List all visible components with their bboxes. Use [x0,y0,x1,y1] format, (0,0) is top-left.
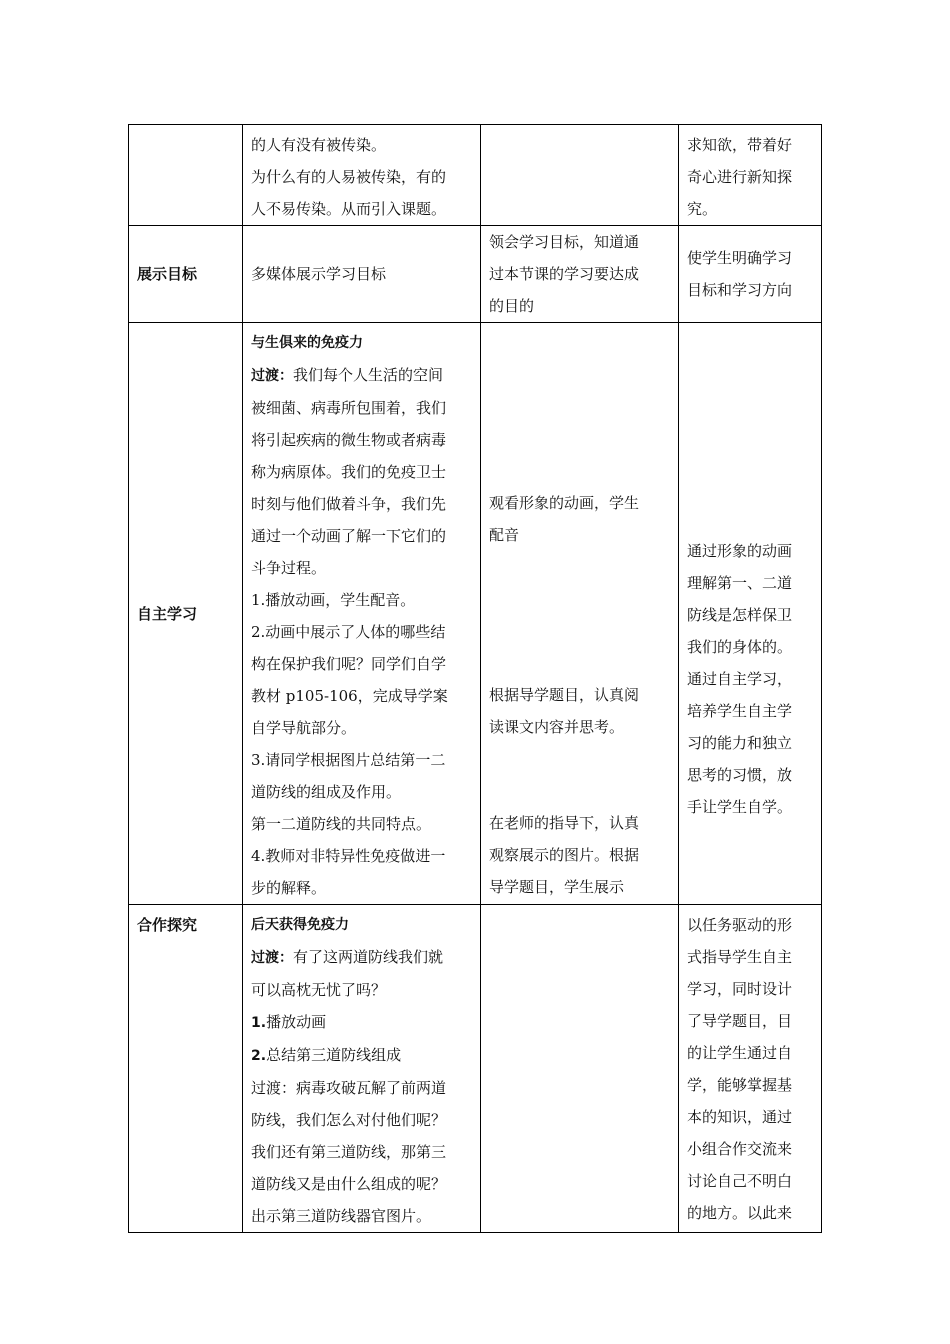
text-line: 究。 [687,200,718,218]
text-line: 以任务驱动的形 [687,916,793,934]
text-line: 我们还有第三道防线，那第三 [251,1143,447,1161]
text-line: 我们每个人生活的空间 [293,366,444,384]
text-line: 被细菌、病毒所包围着，我们 [251,399,447,417]
transition-label: 过渡： [251,368,293,384]
table-row [129,125,822,226]
lesson-plan-table [128,124,822,1233]
text-line: 时刻与他们做着斗争，我们先 [251,495,447,513]
text-line: 理解第一、二道 [687,574,793,592]
design-intent-cell [679,125,822,226]
text-line: 出示第三道防线器官图片。 [251,1207,432,1225]
transition-label: 过渡： [251,950,293,966]
text-line: 教材 p105-106，完成导学案 [251,687,448,705]
text-line: 了导学题目，目 [687,1012,793,1030]
text-line: 1.播放动画，学生配音。 [251,591,416,609]
text-line: 讨论自己不明白 [687,1172,793,1190]
subsection-title: 与生俱来的免疫力 [251,335,363,351]
text-line: 为什么有的人易被传染，有的 [251,168,447,186]
student-activity-cell [481,226,679,323]
text-line: 播放动画 [266,1013,327,1031]
text-line: 学，能够掌握基 [687,1076,793,1094]
text-line: 斗争过程。 [251,559,327,577]
text-line: 通过形象的动画 [687,542,793,560]
text-line: 防线，我们怎么对付他们呢？ [251,1111,447,1129]
text-line: 使学生明确学习 [687,249,793,267]
text-line: 小组合作交流来 [687,1140,793,1158]
student-activity-cell [481,323,679,905]
table-row [129,905,822,1233]
section-label-cooperative-inquiry: 合作探究 [129,905,243,1233]
text-line: 过本节课的学习要达成 [489,265,640,283]
text-line: 学习，同时设计 [687,980,793,998]
text-line: 的人有没有被传染。 [251,136,387,154]
text-line: 步的解释。 [251,879,327,897]
teacher-activity-cell [243,226,481,323]
text-line: 求知欲，带着好 [687,136,793,154]
text-line: 2.动画中展示了人体的哪些结 [251,623,446,641]
text-line: 领会学习目标，知道通 [489,233,640,251]
text-line: 根据导学题目，认真阅 [489,686,640,704]
student-activity-cell [481,905,679,1233]
text-line: 称为病原体。我们的免疫卫士 [251,463,447,481]
teacher-activity-cell [243,905,481,1233]
text-line: 目标和学习方向 [687,281,793,299]
text-line: 奇心进行新知探 [687,168,793,186]
teacher-activity-cell [243,323,481,905]
text-line: 道防线又是由什么组成的呢？ [251,1175,447,1193]
text-line: 读课文内容并思考。 [489,718,625,736]
design-intent-cell [679,226,822,323]
text-line: 道防线的组成及作用。 [251,783,402,801]
text-line: 观看形象的动画，学生 [489,494,640,512]
text-line: 构在保护我们呢？同学们自学 [251,655,447,673]
text-line: 通过自主学习， [687,670,793,688]
text-line: 多媒体展示学习目标 [251,265,387,283]
table-row [129,323,822,905]
text-line: 习的能力和独立 [687,734,793,752]
text-line: 过渡：病毒攻破瓦解了前两道 [251,1079,447,1097]
text-line: 可以高枕无忧了吗？ [251,981,387,999]
text-line: 我们的身体的。 [687,638,793,656]
text-line: 培养学生自主学 [687,702,793,720]
text-line: 本的知识，通过 [687,1108,793,1126]
step-number: 1. [251,1015,267,1031]
text-line: 防线是怎样保卫 [687,606,793,624]
text-line: 有了这两道防线我们就 [293,948,444,966]
text-line: 4.教师对非特异性免疫做进一 [251,847,446,865]
text-line: 手让学生自学。 [687,798,793,816]
text-line: 配音 [489,526,520,544]
subsection-title: 后天获得免疫力 [251,917,349,933]
step-number: 2. [251,1048,267,1064]
text-line: 通过一个动画了解一下它们的 [251,527,447,545]
design-intent-cell [679,323,822,905]
text-line: 导学题目，学生展示 [489,878,625,896]
section-label-show-goals: 展示目标 [129,226,243,323]
text-line: 将引起疾病的微生物或者病毒 [251,431,447,449]
teacher-activity-cell [243,125,481,226]
text-line: 自学导航部分。 [251,719,357,737]
text-line: 的让学生通过自 [687,1044,793,1062]
section-label-cell [129,125,243,226]
text-line: 人不易传染。从而引入课题。 [251,200,447,218]
text-line: 思考的习惯，放 [687,766,793,784]
design-intent-cell [679,905,822,1233]
table-row [129,226,822,323]
section-label-self-study: 自主学习 [129,323,243,905]
student-activity-cell [481,125,679,226]
text-line: 的地方。以此来 [687,1204,793,1222]
text-line: 的目的 [489,297,535,315]
text-line: 在老师的指导下，认真 [489,814,640,832]
text-line: 式指导学生自主 [687,948,793,966]
text-line: 总结第三道防线组成 [266,1046,402,1064]
text-line: 3.请同学根据图片总结第一二 [251,751,446,769]
text-line: 观察展示的图片。根据 [489,846,640,864]
text-line: 第一二道防线的共同特点。 [251,815,432,833]
